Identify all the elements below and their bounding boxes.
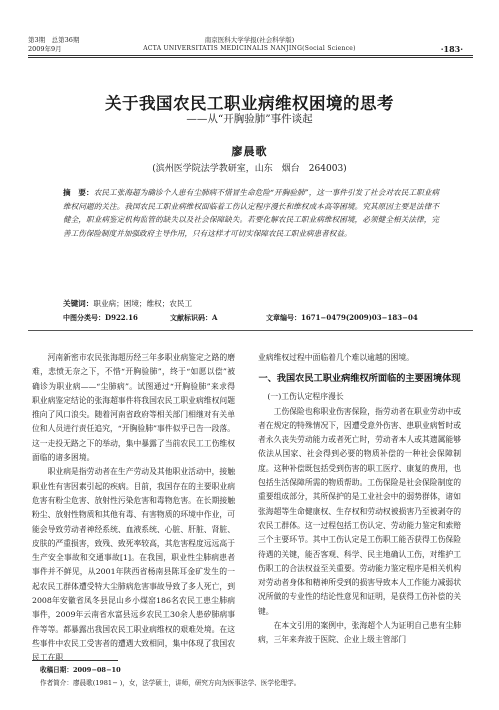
keywords-label: 关键词：: [63, 299, 94, 308]
issue-date: 2009年9月: [28, 45, 62, 53]
header-rule: [28, 55, 473, 56]
article-id: 文章编号：1671−0479(2009)03−183−04: [266, 313, 418, 322]
section-heading: 一、我国农民工职业病维权所面临的主要困境体现: [258, 373, 461, 385]
issue-number: 第3期 总第36期: [28, 36, 80, 44]
footnote-rule: [32, 660, 118, 661]
abstract: [63, 186, 439, 240]
keywords: [63, 298, 192, 309]
author-affiliation: (滨州医学院法学教研室，山东 烟台 264003): [152, 164, 347, 174]
abstract-label: 摘 要：: [63, 188, 94, 197]
subsection-heading: (一)工伤认定程序漫长: [267, 392, 344, 402]
author-info: 作者简介：廖晨歌(1981− )，女，法学硕士，讲师，研究方向为医事法学、医学伦理学。: [40, 679, 301, 687]
page-number: ·183·: [440, 44, 463, 54]
header-rule-thin: [28, 57, 473, 58]
journal-name-en: ACTA UNIVERSITATIS MEDICINALIS NANJING(Social Science): [143, 45, 356, 52]
received-date: 收稿日期：2009−08−10: [40, 666, 121, 674]
clc-number: 中图分类号：D922.16: [63, 313, 138, 322]
article-metadata: [63, 313, 439, 323]
article-subtitle: ——从“开胸验肺”事件谈起: [186, 113, 313, 125]
abstract-rule: [28, 330, 473, 331]
keywords-text: 职业病；困境；维权；农民工: [93, 299, 193, 308]
body-paragraph: 在本文引用的案例中，张海超个人为证明自己患有尘肺病，三年来奔波于医院、企业上级主管部门: [258, 621, 461, 645]
abstract-text: 农民工张海超为确诊个人患有尘肺病不惜冒生命危险“开胸验肺”，这一事件引发了社会对农民工职业病维权问题的关注。我国农民工职业病维权面临着工伤认定程序漫长和维权成本高等困境。究其原因主要是法律不健全，职业病鉴定机构监管的缺失以及社会保障缺失。若要化解农民工职业病维权困境，必须健全相关法律，完善工伤保险制度并加强政府主导作用，只有这样才可切实保障农民工职业病患者权益。: [63, 188, 440, 238]
body-column-right: [258, 351, 461, 648]
article-title: 关于我国农民工职业病维权困境的思考: [105, 94, 394, 113]
body-paragraph: 工伤保险也称职业伤害保险，指劳动者在职业劳动中或者在规定的特殊情况下，因遭受意外伤害、患职业病暂时或者永久丧失劳动能力或者死亡时，劳动者本人或其遗属能够依法从国家、社会得到必要的物质补偿的一种社会保障制度。这种补偿既包括受到伤害的职工医疗、康复的费用，也包括生活保障所需的物质帮助。工伤保险是社会保险制度的重要组成部分，其所保护的是工业社会中的弱势群体，诸如张海超等生命健康权、生存权和劳动权被损害乃至被剥夺的农民工群体。这一过程包括工伤认定、劳动能力鉴定和索赔三个主要环节。其中工伤认定是工伤职工能否获得工伤保险待遇的关键，能否客观、科学、民主地确认工伤，对维护工伤职工的合法权益至关重要。劳动能力鉴定程序是相关机构对劳动者身体和精神所受到的损害导致本人工作能力减弱状况所做的专业性的结论性意见和证明，是获得工伤补偿的关键。: [258, 406, 461, 616]
body-paragraph: 河南新密市农民张海超历经三年多职业病鉴定之路的磨难，悲愤无奈之下，不惜“开胸验肺”，终于“如愿以偿”被确诊为职业病——“尘肺病”。试图通过“开胸验肺”来求得职业病鉴定结论的张海超事件将我国农民工职业病维权问题推向了风口浪尖。随着河南省政府等相关部门相继对有关单位和人员进行责任追究，“开胸验肺”事件似乎已告一段落。这一走投无路之下的举动，集中暴露了当前农民工工伤维权面临的诸多困境。: [32, 353, 235, 463]
running-header: [0, 0, 499, 58]
author-name: 廖晨歌: [231, 145, 268, 158]
body-paragraph: 业病维权过程中面临着几个难以逾越的困境。: [258, 353, 414, 362]
body-paragraph: 职业病是指劳动者在生产劳动及其他职业活动中，接触职业性有害因素引起的疾病。目前，我国存在的主要职业病危害有粉尘危害、放射性污染危害和毒物危害。在长期接触粉尘、放射性物质和其他有毒、有害物质的环境中作业，可能会导致劳动者神经系统、血液系统、心脏、肝脏、肾脏、皮肤的严重损害，致残、致死率较高，其危害程度远远高于生产安全事故和交通事故[1]。在我国，职业性尘肺病患者事件并不鲜见，从2001年陕西省杨南县陈耳金矿发生的一起农民工群体遭受特大尘肺病危害事故导致了多人死亡，到2008年安徽省凤冬县昆山乡小煤窑186名农民工患尘肺病事件，2009年云南省水富县远乡农民工30余人患矽肺病事件等等。都暴露出我国农民工职业病维权的艰难处境。在这些事件中农民工受害者的遭遇大致相同，集中体现了我国农民工在职: [32, 467, 235, 663]
body-column-left: [32, 351, 235, 666]
journal-name-cn: 南京医科大学学报(社会科学版): [204, 36, 295, 44]
document-code: 文献标识码：A: [170, 313, 218, 322]
